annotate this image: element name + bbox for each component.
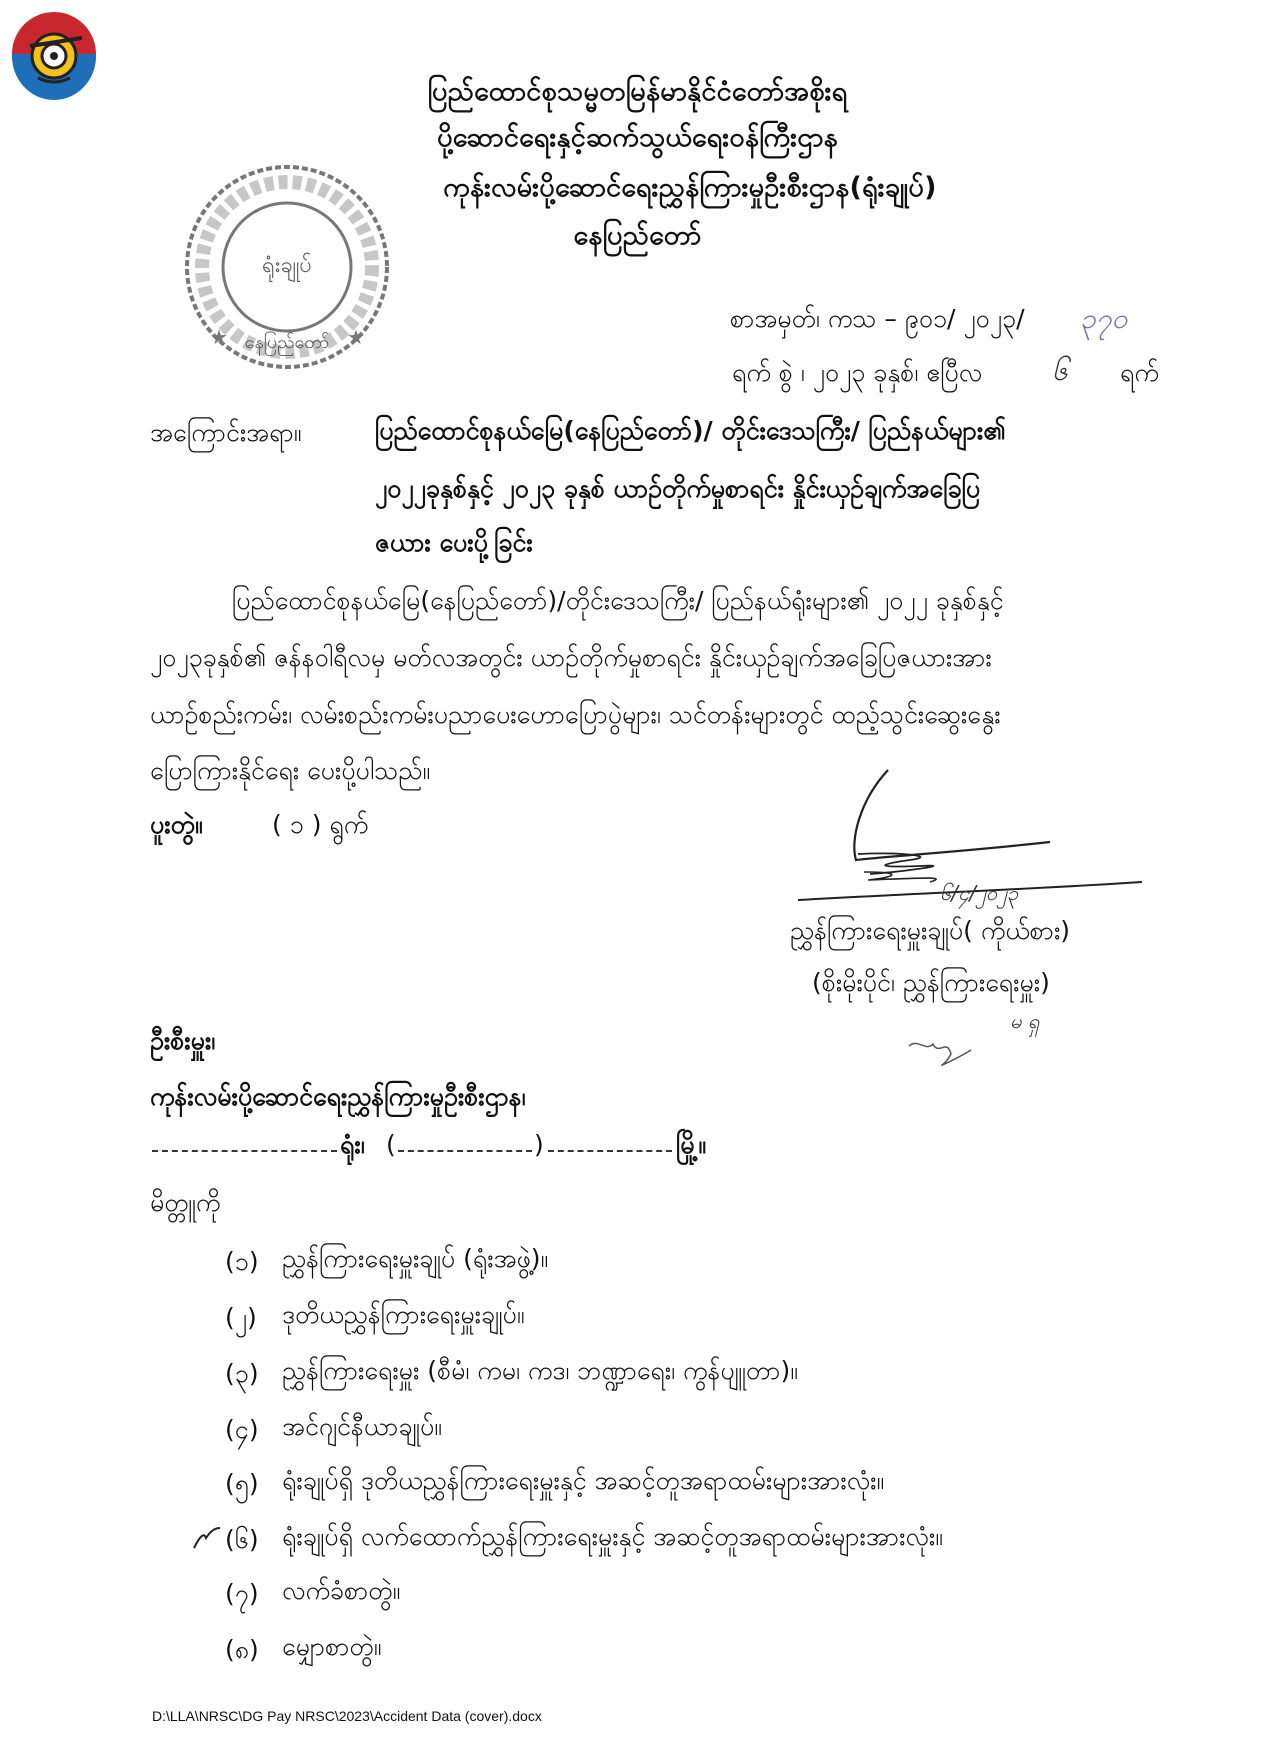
signature-handwritten-date: ၆/၄/၂၀၂၃ [940,881,1019,905]
body-line-4: ပြောကြားနိုင်ရေး ပေးပို့ပါသည်။ [150,756,431,785]
region-blank [398,1150,532,1152]
seal-bottom-text: နေပြည်တော် [244,332,330,353]
cc-item-num: (၆) [225,1525,259,1554]
cc-item-num: (၃) [225,1359,259,1388]
checkmark-icon [192,1526,222,1550]
initials-scribble-icon [905,1032,975,1072]
date-suffix: ရက် [1120,358,1159,387]
recipient-line-1: ဦးစီးမှူး၊ [150,1026,216,1055]
signatory-name: (စိုးမိုးပိုင်၊ ညွှန်ကြားရေးမှူး) [812,968,1050,997]
office-blank [152,1150,337,1152]
cc-item-num: (၅) [225,1469,259,1498]
header-line-2: ပို့ဆောင်ရေးနှင့်ဆက်သွယ်ရေးဝန်ကြီးဌာန [437,122,838,153]
body-line-3: ယာဉ်စည်းကမ်း၊ လမ်းစည်းကမ်းပညာပေးဟောပြောပွဲများ၊ သင်တန်းများတွင် ထည့်သွင်းဆွေးနွေး [150,700,1001,729]
cc-item-num: (၂) [225,1303,257,1332]
seal-center-text: ရုံးချုပ် [262,253,312,278]
cc-item-num: (၄) [225,1415,259,1444]
initials-scribble [905,1032,975,1072]
header-line-3: ကုန်းလမ်းပို့ဆောင်ရေးညွှန်ကြားမှုဦးစီးဌာန(ရုံးချုပ်) [443,172,937,203]
cc-item-text: မျှောစာတွဲ။ [282,1632,382,1661]
cc-item-num: (၁) [225,1247,259,1276]
date-prefix: ရက် စွဲ ၊ ၂၀၂၃ ခုနှစ်၊ ဧပြီလ [732,358,983,387]
cc-item-text: အင်ဂျင်နီယာချုပ်။ [282,1412,442,1441]
header-line-1: ပြည်ထောင်စုသမ္မတမြန်မာနိုင်ငံတော်အစိုးရ [427,76,848,107]
office-label: ရုံး၊ [340,1130,365,1159]
subject-line-1: ပြည်ထောင်စုနယ်မြေ(နေပြည်တော်)/ တိုင်းဒေသကြီး/ ပြည်နယ်များ၏ [375,416,1006,445]
date-day-handwritten: ၆ [1052,354,1068,387]
city-label: မြို့။ [676,1130,706,1159]
subject-line-3: ဇယား ပေးပို့ခြင်း [375,528,533,557]
signatory-title: ညွှန်ကြားရေးမှူးချုပ်( ကိုယ်စား) [790,916,1071,945]
cc-item-text: ရုံးချုပ်ရှိ လက်ထောက်ညွှန်ကြားရေးမှူးနှင့် အဆင့်တူအရာထမ်းများအားလုံး။ [282,1522,943,1551]
cc-item-text: ရုံးချုပ်ရှိ ဒုတိယညွှန်ကြားရေးမှူးနှင့် အဆင့်တူအရာထမ်းများအားလုံး။ [282,1466,885,1495]
footer-file-path: D:\LLA\NRSC\DG Pay NRSC\2023\Accident Data (cover).docx [152,1708,542,1724]
cc-item-num: (၈) [225,1635,259,1664]
letter-number-handwritten: ၃၇၀ [1080,302,1128,335]
official-seal [182,162,392,372]
svg-text:★: ★ [210,325,228,349]
recipient-line-2: ကုန်းလမ်းပို့ဆောင်ရေးညွှန်ကြားမှုဦးစီးဌာန၊ [150,1082,526,1111]
header-line-4: နေပြည်တော် [573,220,702,251]
cc-item-text: ညွှန်ကြားရေးမှူးချုပ် (ရုံးအဖွဲ့)။ [282,1244,549,1273]
cc-item-text: ဒုတိယညွှန်ကြားရေးမှူးချုပ်။ [282,1300,525,1329]
letter-number-label: စာအမှတ်၊ ကသ – ၉၀၁/ ၂၀၂၃/ [730,304,1025,333]
cc-label: မိတ္တူကို [150,1188,221,1217]
cc-item-text: လက်ခံစာတွဲ။ [282,1576,401,1605]
svg-text:★: ★ [347,325,365,349]
body-line-1: ပြည်ထောင်စုနယ်မြေ(နေပြည်တော်)/တိုင်းဒေသကြီး/ ပြည်နယ်ရုံးများ၏ ၂၀၂၂ ခုနှစ်နှင့် [232,586,1004,615]
cc-item-text: ညွှန်ကြားရေးမှူး (စီမံ၊ ကမ၊ ကဒ၊ ဘဏ္ဍာရေး၊ ကွန်ပျူတာ)။ [282,1356,798,1385]
attachment-value: ( ၁ ) ရွက် [272,810,369,839]
cc-item-num: (၇) [225,1579,259,1608]
initials-handwritten: မ ရှ [1010,1009,1040,1033]
handwritten-check-icon [192,1526,222,1550]
city-blank [548,1150,672,1152]
subject-label: အကြောင်းအရာ။ [150,418,302,447]
attachment-label: ပူးတွဲ။ [150,810,203,839]
subject-line-2: ၂၀၂၂ခုနှစ်နှင့် ၂၀၂၃ ခုနှစ် ယာဉ်တိုက်မှုစာရင်း နှိုင်းယှဉ်ချက်အခြေပြ [375,474,981,503]
body-line-2: ၂၀၂၃ခုနှစ်၏ ဇန်နဝါရီလမှ မတ်လအတွင်း ယာဉ်တိုက်မှုစာရင်း နှိုင်းယှဉ်ချက်အခြေပြဇယားအား [150,643,992,672]
